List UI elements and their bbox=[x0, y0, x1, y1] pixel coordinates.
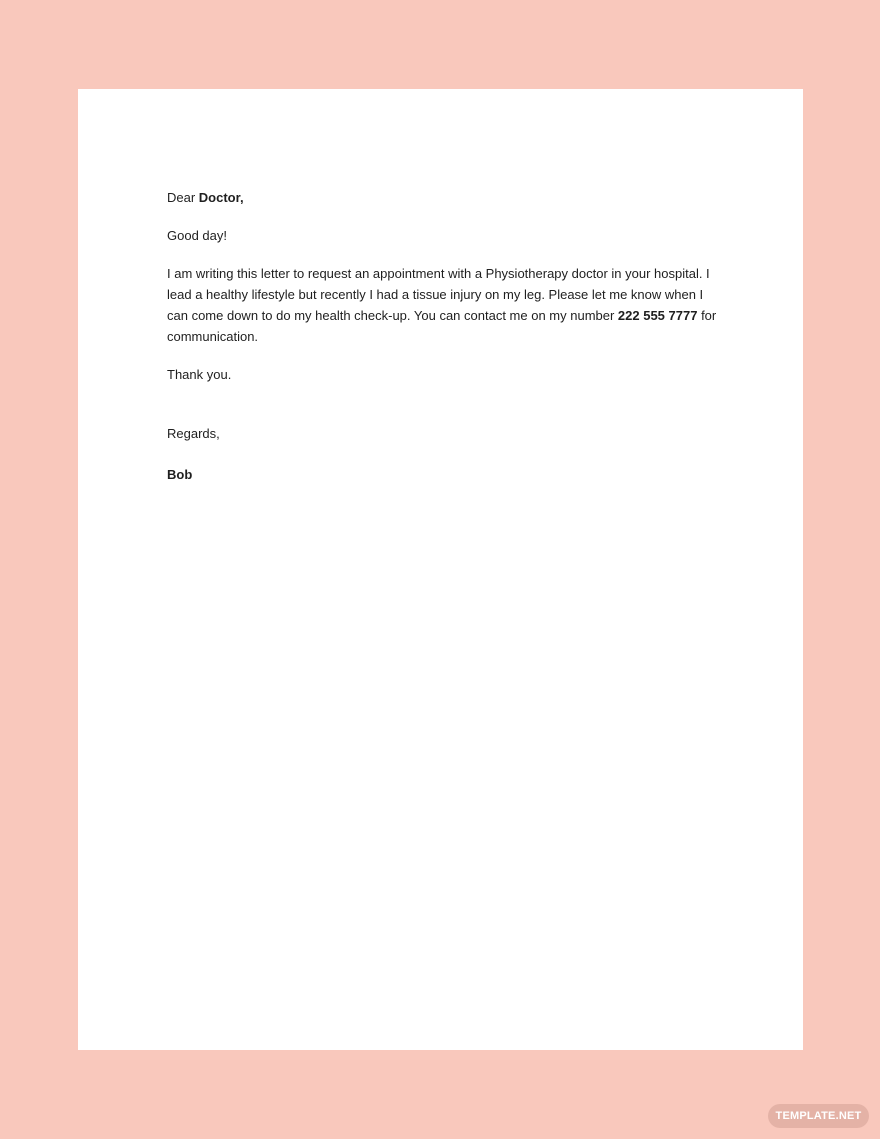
template-net-watermark: TEMPLATE.NET bbox=[768, 1104, 869, 1128]
body-paragraph bbox=[167, 263, 727, 347]
thanks-line: Thank you. bbox=[167, 367, 232, 382]
letter-body bbox=[167, 187, 727, 485]
salutation-prefix: Dear bbox=[167, 190, 199, 205]
closing-line: Regards, bbox=[167, 426, 220, 441]
recipient-name: Doctor, bbox=[198, 190, 244, 205]
signature: Bob bbox=[167, 467, 193, 482]
letter-page bbox=[78, 89, 803, 1050]
greeting: Good day! bbox=[167, 228, 227, 243]
phone-number: 222 555 7777 bbox=[617, 308, 698, 323]
body-text-start: I am writing this letter to request an appointment with a Physiotherapy doctor in your hospital. I lead a healthy lifestyle but recently I had a tissue injury on my leg. Please let me know when I can come down to do my health check-up. You can contact me on my number bbox=[167, 266, 710, 323]
body-text-end: for communication. bbox=[167, 308, 717, 344]
salutation bbox=[167, 187, 727, 208]
